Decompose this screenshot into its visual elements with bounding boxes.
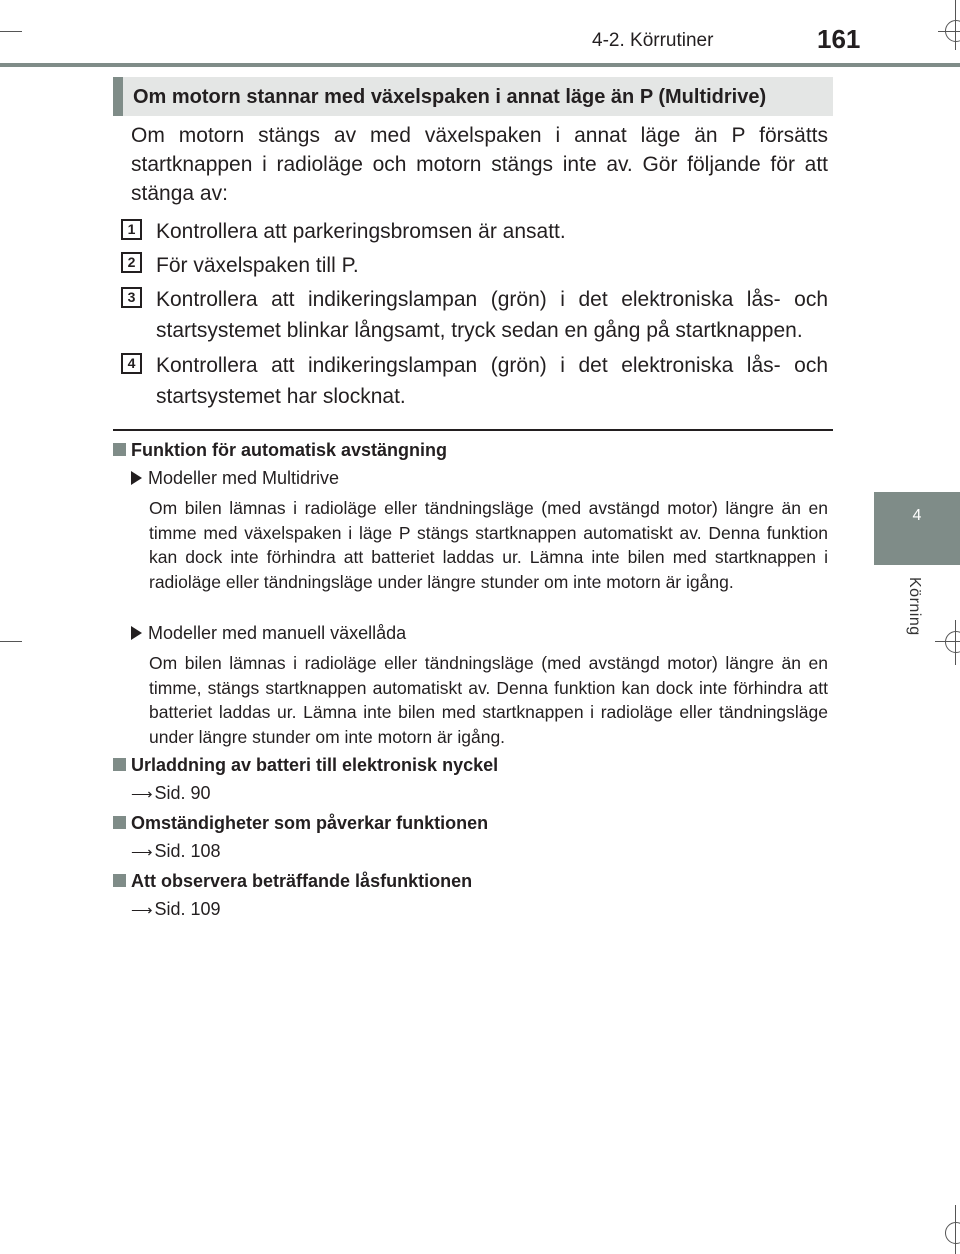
model-label-multidrive: Modeller med Multidrive [131,468,339,489]
registration-mark-icon [945,631,960,653]
step-number: 2 [121,252,142,273]
page-number: 161 [817,24,861,54]
crop-mark [935,641,960,642]
page-reference[interactable]: ⟶ Sid. 109 [131,899,221,919]
crop-mark [955,620,956,665]
arrow-right-icon: ⟶ [131,786,153,803]
square-bullet-icon [113,758,126,771]
subheading-lock-function: Att observera beträffande låsfunktionen [113,871,472,892]
paragraph-multidrive: Om bilen lämnas i radioläge eller tändningsläge (med avstängd motor) längre än en timme med växelspaken i läge P stängs startknappen automatiskt av. Denna funktion kan dock inte förhindra att batteriet laddas ur. Lämna inte bilen med startknappen i radioläge eller tändningsläge under längre stunder om inte motorn är igång. [149,498,828,592]
step-text: Kontrollera att indikeringslampan (grön) i det elektroniska lås- och startsystemet har slocknat. [156,354,828,408]
registration-mark-icon [945,1222,960,1244]
arrow-right-icon: ⟶ [131,902,153,919]
chapter-tab-number: 4 [912,507,922,524]
square-bullet-icon [113,443,126,456]
paragraph-manual: Om bilen lämnas i radioläge eller tändningsläge (med avstängd motor) längre än en timme, stängs startknappen automatiskt av. Denna funktion kan dock inte förhindra att batteriet laddas ur. Lämna inte bilen med startknappen i radioläge eller tändningsläge under längre stunder om inte motorn är igång. [149,653,828,747]
square-bullet-icon [113,816,126,829]
page-reference[interactable]: ⟶ Sid. 108 [131,841,221,861]
triangle-bullet-icon [131,471,142,485]
step-text: Kontrollera att indikeringslampan (grön) i det elektroniska lås- och startsystemet blinkar långsamt, tryck sedan en gång på startknappen. [156,288,828,342]
square-bullet-icon [113,874,126,887]
registration-mark-icon [945,20,960,42]
section-divider [113,429,833,431]
step-number: 4 [121,353,142,374]
step-text: Kontrollera att parkeringsbromsen är ansatt. [156,220,566,243]
crop-mark [0,31,22,32]
subheading-circumstances: Omständigheter som påverkar funktionen [113,813,488,834]
step-text: För växelspaken till P. [156,254,359,277]
step-number: 1 [121,219,142,240]
header-rule [0,63,960,67]
arrow-right-icon: ⟶ [131,844,153,861]
model-label-manual: Modeller med manuell växellåda [131,623,406,644]
crop-mark [955,0,956,50]
section-banner-title: Om motorn stannar med växelspaken i annat läge än P (Multidrive) [133,86,767,108]
chapter-tab-label: Körning [906,577,923,636]
chapter-tab [874,492,960,565]
crop-mark [0,641,22,642]
intro-paragraph: Om motorn stängs av med växelspaken i annat läge än P försätts startknappen i radioläge och motorn stängs inte av. Gör följande för att stänga av: [131,124,828,205]
step-number: 3 [121,287,142,308]
subheading-auto-off: Funktion för automatisk avstängning [113,440,447,461]
triangle-bullet-icon [131,626,142,640]
subheading-battery: Urladdning av batteri till elektronisk nyckel [113,755,498,776]
running-header-section: 4-2. Körrutiner [592,30,714,51]
page-reference[interactable]: ⟶ Sid. 90 [131,783,211,803]
section-banner-accent [113,77,123,116]
